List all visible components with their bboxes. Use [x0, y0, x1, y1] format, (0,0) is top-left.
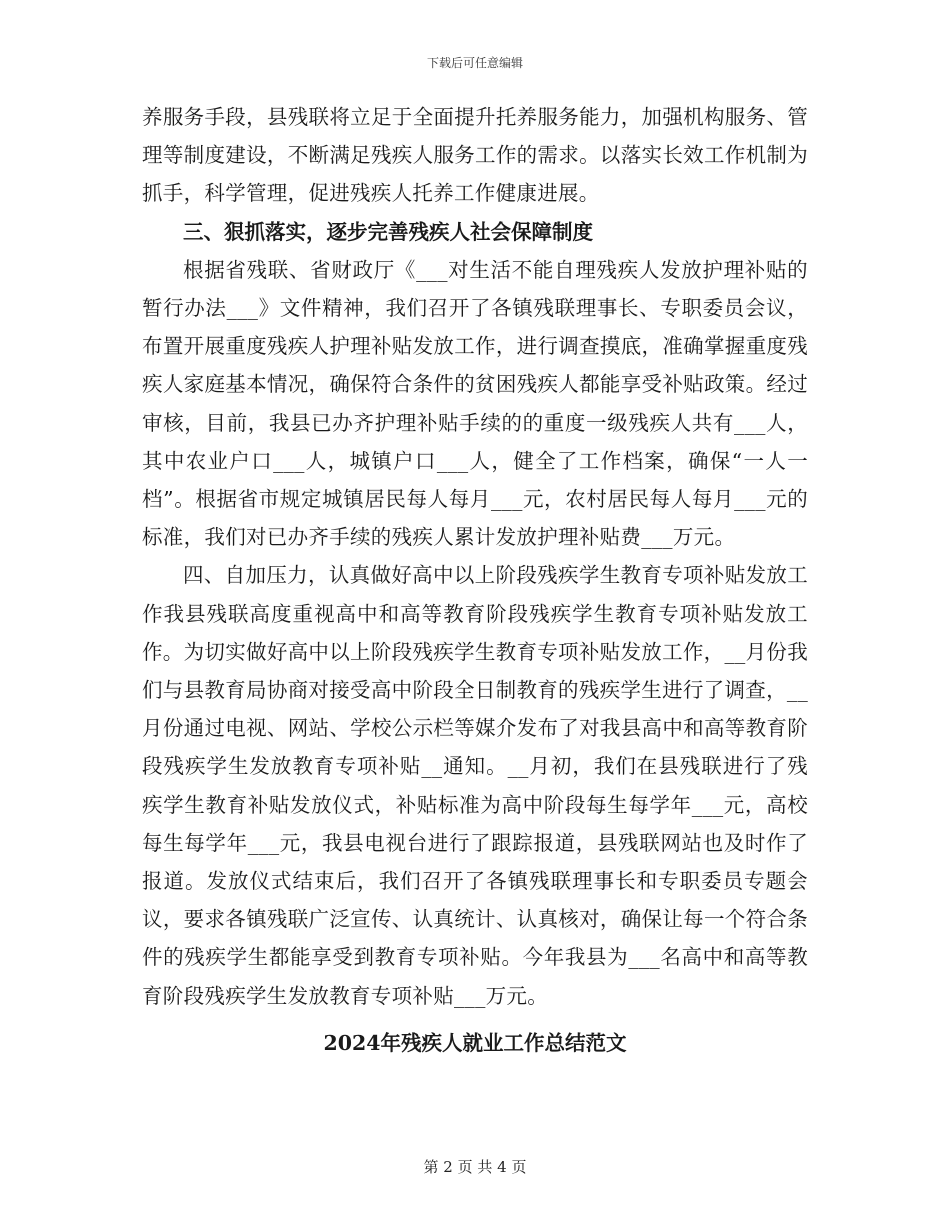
next-document-title: 2024年残疾人就业工作总结范文	[323, 1030, 627, 1055]
page-header: 下载后可任意编辑	[426, 56, 523, 70]
paragraph-education-subsidy: 四、自加压力，认真做好高中以上阶段残疾学生教育专项补贴发放工作我县残联高度重视高中和高等教育阶段残疾学生教育专项补贴发放工作。为切实做好高中以上阶段残疾学生教育专项补贴发放工作，__月份我们与县教育局协商对接受高中阶段全日制教育的残疾学生进行了调查，__月份通过电视、网站、学校公示栏等媒介发布了对我县高中和高等教育阶段残疾学生发放教育专项补贴__通知。__月初，我们在县残联进行了残疾学生教育补贴发放仪式，补贴标准为高中阶段每生每学年___元，高校每生每学年___元，我县电视台进行了跟踪报道，县残联网站也及时作了报道。发放仪式结束后，我们召开了各镇残联理事长和专职委员专题会议，要求各镇残联广泛宣传、认真统计、认真核对，确保让每一个符合条件的残疾学生都能享受到教育专项补贴。今年我县为___名高中和高等教育阶段残疾学生发放教育专项补贴___万元。	[142, 563, 808, 1008]
document-body	[142, 98, 808, 1065]
section-heading-3: 三、狠抓落实，逐步完善残疾人社会保障制度	[183, 219, 593, 244]
paragraph-care-subsidy: 根据省残联、省财政厅《___对生活不能自理残疾人发放护理补贴的暂行办法___》文件精神，我们召开了各镇残联理事长、专职委员会议，布置开展重度残疾人护理补贴发放工作，进行调查摸底，准确掌握重度残疾人家庭基本情况，确保符合条件的贫困残疾人都能享受补贴政策。经过审核，目前，我县已办齐护理补贴手续的的重度一级残疾人共有___人，其中农业户口___人，城镇户口___人，健全了工作档案，确保“一人一档”。根据省市规定城镇居民每人每月___元，农村居民每人每月___元的标准，我们对已办齐手续的残疾人累计发放护理补贴费___万元。	[142, 257, 808, 550]
paragraph-continued: 养服务手段，县残联将立足于全面提升托养服务能力，加强机构服务、管理等制度建设，不断满足残疾人服务工作的需求。以落实长效工作机制为抓手，科学管理，促进残疾人托养工作健康进展。	[142, 105, 808, 206]
page-number: 第 2 页 共 4 页	[423, 1158, 527, 1176]
